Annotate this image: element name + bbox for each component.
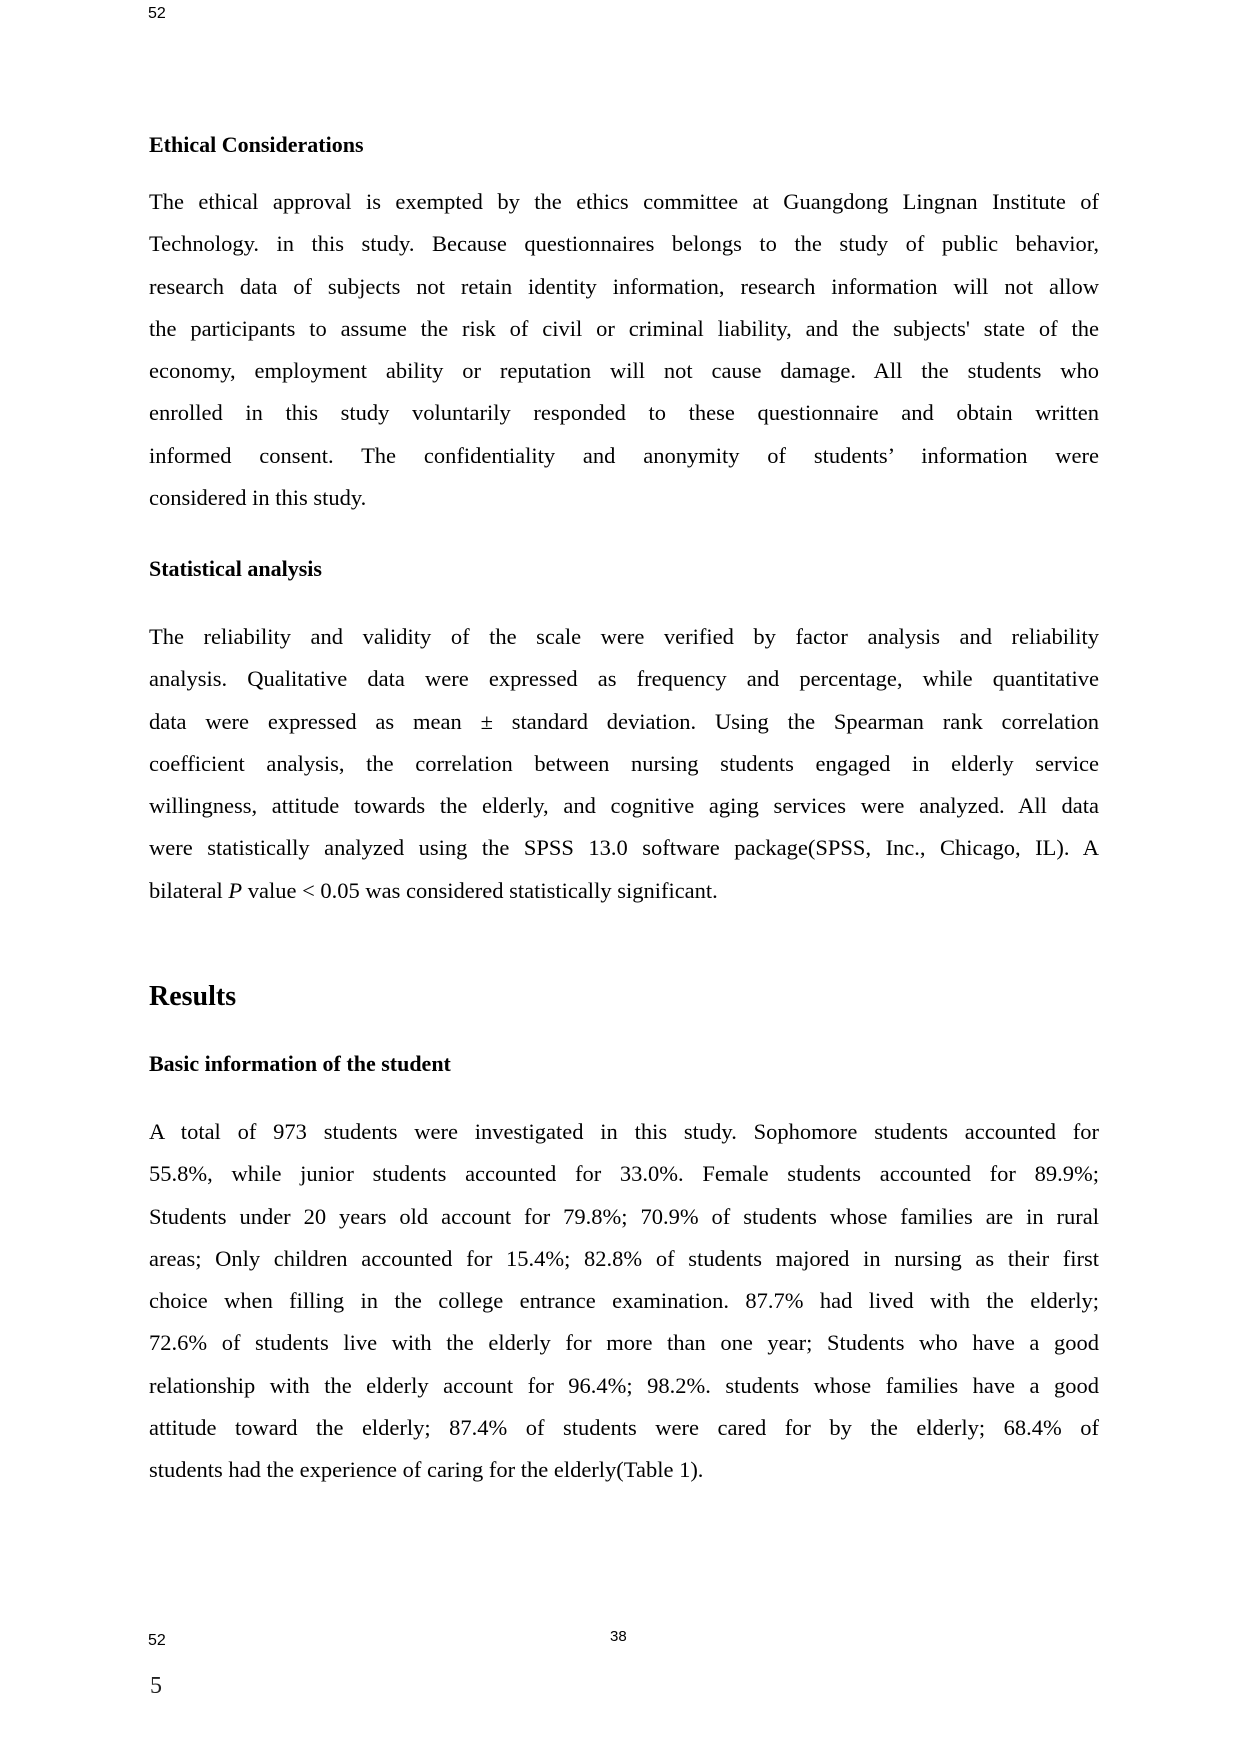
text-line: Technology. in this study. Because questionnaires belongs to the study of public behavior, [149, 231, 1099, 257]
text-line: attitude toward the elderly; 87.4% of students were cared for by the elderly; 68.4% of [149, 1415, 1099, 1441]
paragraph-statistical [149, 616, 1099, 912]
text-line: The ethical approval is exempted by the ethics committee at Guangdong Lingnan Institute of [149, 189, 1099, 214]
text-line: The reliability and validity of the scale were verified by factor analysis and reliability [149, 624, 1099, 649]
text-line: areas; Only children accounted for 15.4%; 82.8% of students majored in nursing as their first [149, 1245, 1099, 1271]
footer-page-number-left: 52 [148, 1632, 166, 1649]
text-line: students had the experience of caring for the elderly(Table 1). [149, 1457, 704, 1483]
text-line: analysis. Qualitative data were expressed as frequency and percentage, while quantitative [149, 666, 1099, 692]
text-line: coefficient analysis, the correlation between nursing students engaged in elderly service [149, 750, 1099, 776]
text-line: considered in this study. [149, 485, 367, 511]
heading-results: Results [149, 981, 237, 1012]
text-line: willingness, attitude towards the elderly, and cognitive aging services were analyzed. All data [149, 793, 1099, 819]
text-line: economy, employment ability or reputation will not cause damage. All the students who [149, 358, 1099, 384]
heading-statistical-analysis: Statistical analysis [149, 556, 322, 581]
text-line: were statistically analyzed using the SPSS 13.0 software package(SPSS, Inc., Chicago, IL). A [149, 835, 1099, 861]
text-line: data were expressed as mean ± standard deviation. Using the Spearman rank correlation [149, 708, 1099, 734]
text-line: research data of subjects not retain identity information, research information will not allow [149, 273, 1099, 299]
text-fragment: value < 0.05 was considered statistically significant. [242, 877, 718, 903]
footer-page-number-center: 38 [610, 1628, 627, 1645]
text-line: A total of 973 students were investigated in this study. Sophomore students accounted for [149, 1119, 1099, 1144]
paragraph-basic-information [149, 1111, 1099, 1492]
footer-page-number-bottom: 5 [150, 1673, 162, 1699]
paragraph-ethical [149, 181, 1099, 519]
header-page-number: 52 [148, 5, 166, 22]
text-line: enrolled in this study voluntarily responded to these questionnaire and obtain written [149, 400, 1099, 426]
text-fragment: bilateral [149, 877, 229, 903]
text-line: the participants to assume the risk of civil or criminal liability, and the subjects' state of the [149, 315, 1099, 341]
italic-p-symbol: P [228, 877, 243, 903]
text-line: informed consent. The confidentiality and anonymity of students’ information were [149, 442, 1099, 468]
text-line: 72.6% of students live with the elderly for more than one year; Students who have a good [149, 1330, 1099, 1356]
heading-ethical-considerations: Ethical Considerations [149, 132, 364, 157]
heading-basic-information: Basic information of the student [149, 1051, 451, 1076]
text-line: relationship with the elderly account for 96.4%; 98.2%. students whose families have a good [149, 1372, 1099, 1398]
text-line: Students under 20 years old account for 79.8%; 70.9% of students whose families are in rural [149, 1203, 1099, 1229]
text-line: 55.8%, while junior students accounted for 33.0%. Female students accounted for 89.9%; [149, 1161, 1099, 1187]
text-line: choice when filling in the college entrance examination. 87.7% had lived with the elderly; [149, 1288, 1099, 1314]
text-line-significance [149, 870, 1099, 912]
